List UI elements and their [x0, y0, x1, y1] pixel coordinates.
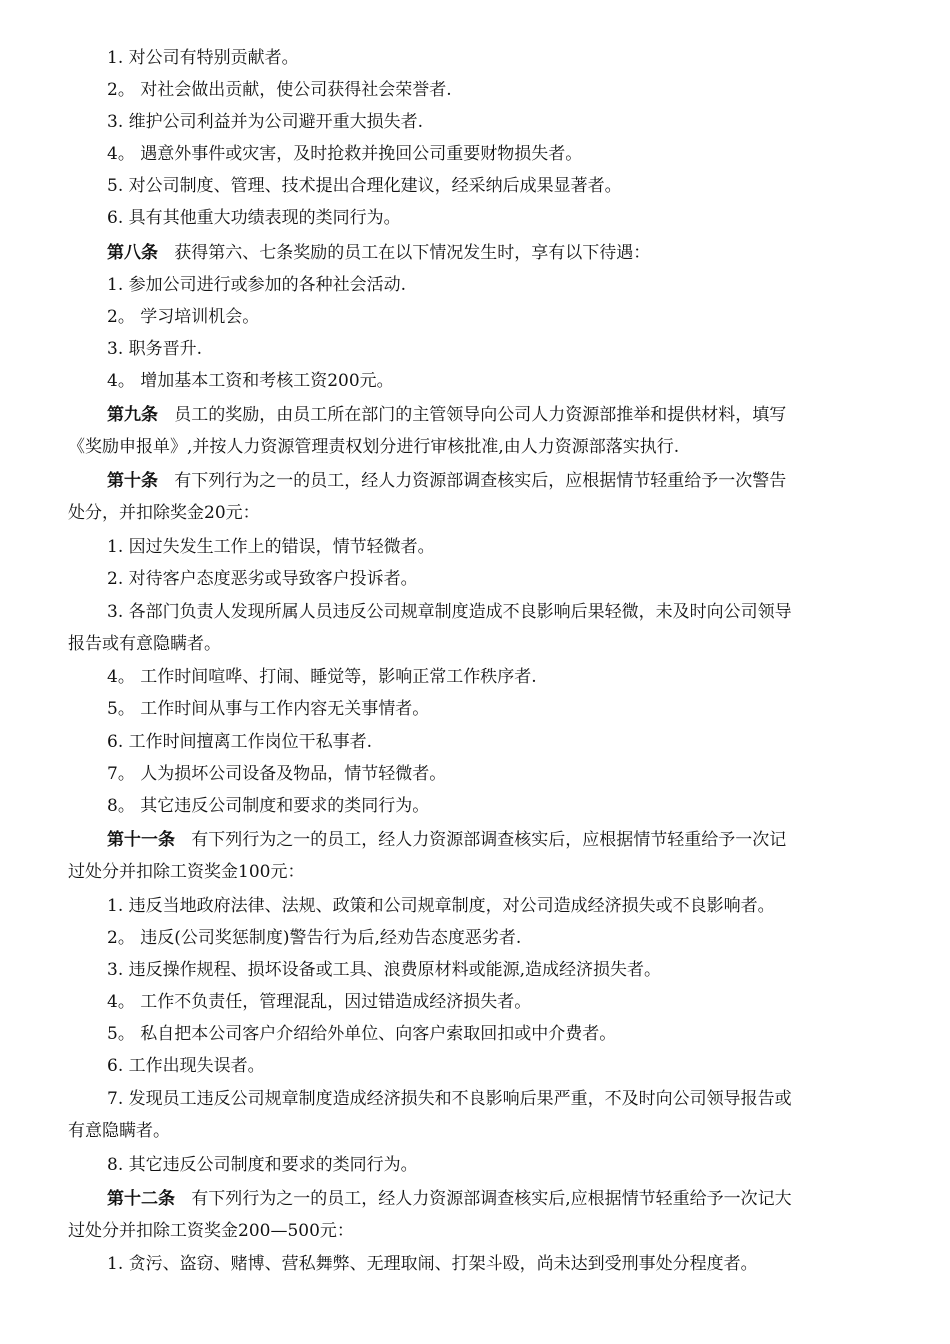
list-item: 3. 职务晋升.	[107, 339, 203, 359]
article-11-text: 有下列行为之一的员工，经人力资源部调查核实后，应根据情节轻重给予一次记	[191, 830, 787, 850]
article-11-line-2: 过处分并扣除工资奖金100元：	[68, 862, 305, 882]
list-item: 3. 违反操作规程、损坏设备或工具、浪费原材料或能源,造成经济损失者。	[107, 960, 662, 980]
list-item: 4。 工作时间喧哗、打闹、睡觉等，影响正常工作秩序者.	[107, 667, 537, 687]
article-11-line-1	[0, 828, 950, 852]
list-item: 5。 工作时间从事与工作内容无关事情者。	[107, 699, 430, 719]
list-item: 4。 遇意外事件或灾害，及时抢救并挽回公司重要财物损失者。	[107, 144, 583, 164]
article-11-title: 第十一条	[107, 830, 175, 850]
article-8-text: 获得第六、七条奖励的员工在以下情况发生时，享有以下待遇：	[174, 243, 651, 263]
list-item: 2。 学习培训机会。	[107, 307, 260, 327]
article-9-text: 员工的奖励，由员工所在部门的主管领导向公司人力资源部推举和提供材料，填写	[174, 405, 787, 425]
list-item: 5。 私自把本公司客户介绍给外单位、向客户索取回扣或中介费者。	[107, 1024, 617, 1044]
list-item-continuation: 有意隐瞒者。	[68, 1121, 170, 1141]
list-item: 3. 各部门负责人发现所属人员违反公司规章制度造成不良影响后果轻微，未及时向公司领导	[107, 602, 792, 622]
list-item-continuation: 报告或有意隐瞒者。	[68, 634, 221, 654]
list-item: 6. 工作出现失误者。	[107, 1056, 265, 1076]
list-item: 4。 工作不负责任，管理混乱，因过错造成经济损失者。	[107, 992, 532, 1012]
list-item: 1. 贪污、盗窃、赌博、营私舞弊、无理取闹、打架斗殴，尚未达到受刑事处分程度者。	[107, 1254, 758, 1274]
list-item: 6. 具有其他重大功绩表现的类同行为。	[107, 208, 401, 228]
list-item: 7。 人为损坏公司设备及物品，情节轻微者。	[107, 764, 447, 784]
article-8-title: 第八条	[107, 243, 158, 263]
article-10-line-2: 处分，并扣除奖金20元：	[68, 503, 260, 523]
list-item: 8. 其它违反公司制度和要求的类同行为。	[107, 1155, 418, 1175]
article-9-line-1	[0, 403, 950, 427]
article-12-text: 有下列行为之一的员工，经人力资源部调查核实后,应根据情节轻重给予一次记大	[191, 1189, 792, 1209]
article-12-title: 第十二条	[107, 1189, 175, 1209]
article-10-text: 有下列行为之一的员工，经人力资源部调查核实后，应根据情节轻重给予一次警告	[174, 471, 787, 491]
list-item: 1. 参加公司进行或参加的各种社会活动.	[107, 275, 407, 295]
list-item: 6. 工作时间擅离工作岗位干私事者.	[107, 732, 373, 752]
article-9-line-2: 《奖励申报单》,并按人力资源管理责权划分进行审核批准,由人力资源部落实执行.	[68, 437, 680, 457]
list-item: 8。 其它违反公司制度和要求的类同行为。	[107, 796, 430, 816]
list-item: 7. 发现员工违反公司规章制度造成经济损失和不良影响后果严重，不及时向公司领导报告或	[107, 1089, 792, 1109]
list-item: 1. 对公司有特别贡献者。	[107, 48, 299, 68]
article-9-title: 第九条	[107, 405, 158, 425]
article-10-line-1	[0, 469, 950, 493]
list-item: 1. 因过失发生工作上的错误，情节轻微者。	[107, 537, 435, 557]
list-item: 3. 维护公司利益并为公司避开重大损失者.	[107, 112, 424, 132]
list-item: 2. 对待客户态度恶劣或导致客户投诉者。	[107, 569, 418, 589]
list-item: 2。 违反(公司奖惩制度)警告行为后,经劝告态度恶劣者.	[107, 928, 522, 948]
article-12-line-1	[0, 1187, 950, 1211]
list-item: 1. 违反当地政府法律、法规、政策和公司规章制度，对公司造成经济损失或不良影响者。	[107, 896, 775, 916]
article-8-paragraph	[0, 241, 950, 265]
article-12-line-2: 过处分并扣除工资奖金200—500元：	[68, 1221, 354, 1241]
list-item: 4。 增加基本工资和考核工资200元。	[107, 371, 394, 391]
article-10-title: 第十条	[107, 471, 158, 491]
list-item: 5. 对公司制度、管理、技术提出合理化建议，经采纳后成果显著者。	[107, 176, 622, 196]
list-item: 2。 对社会做出贡献，使公司获得社会荣誉者.	[107, 80, 452, 100]
